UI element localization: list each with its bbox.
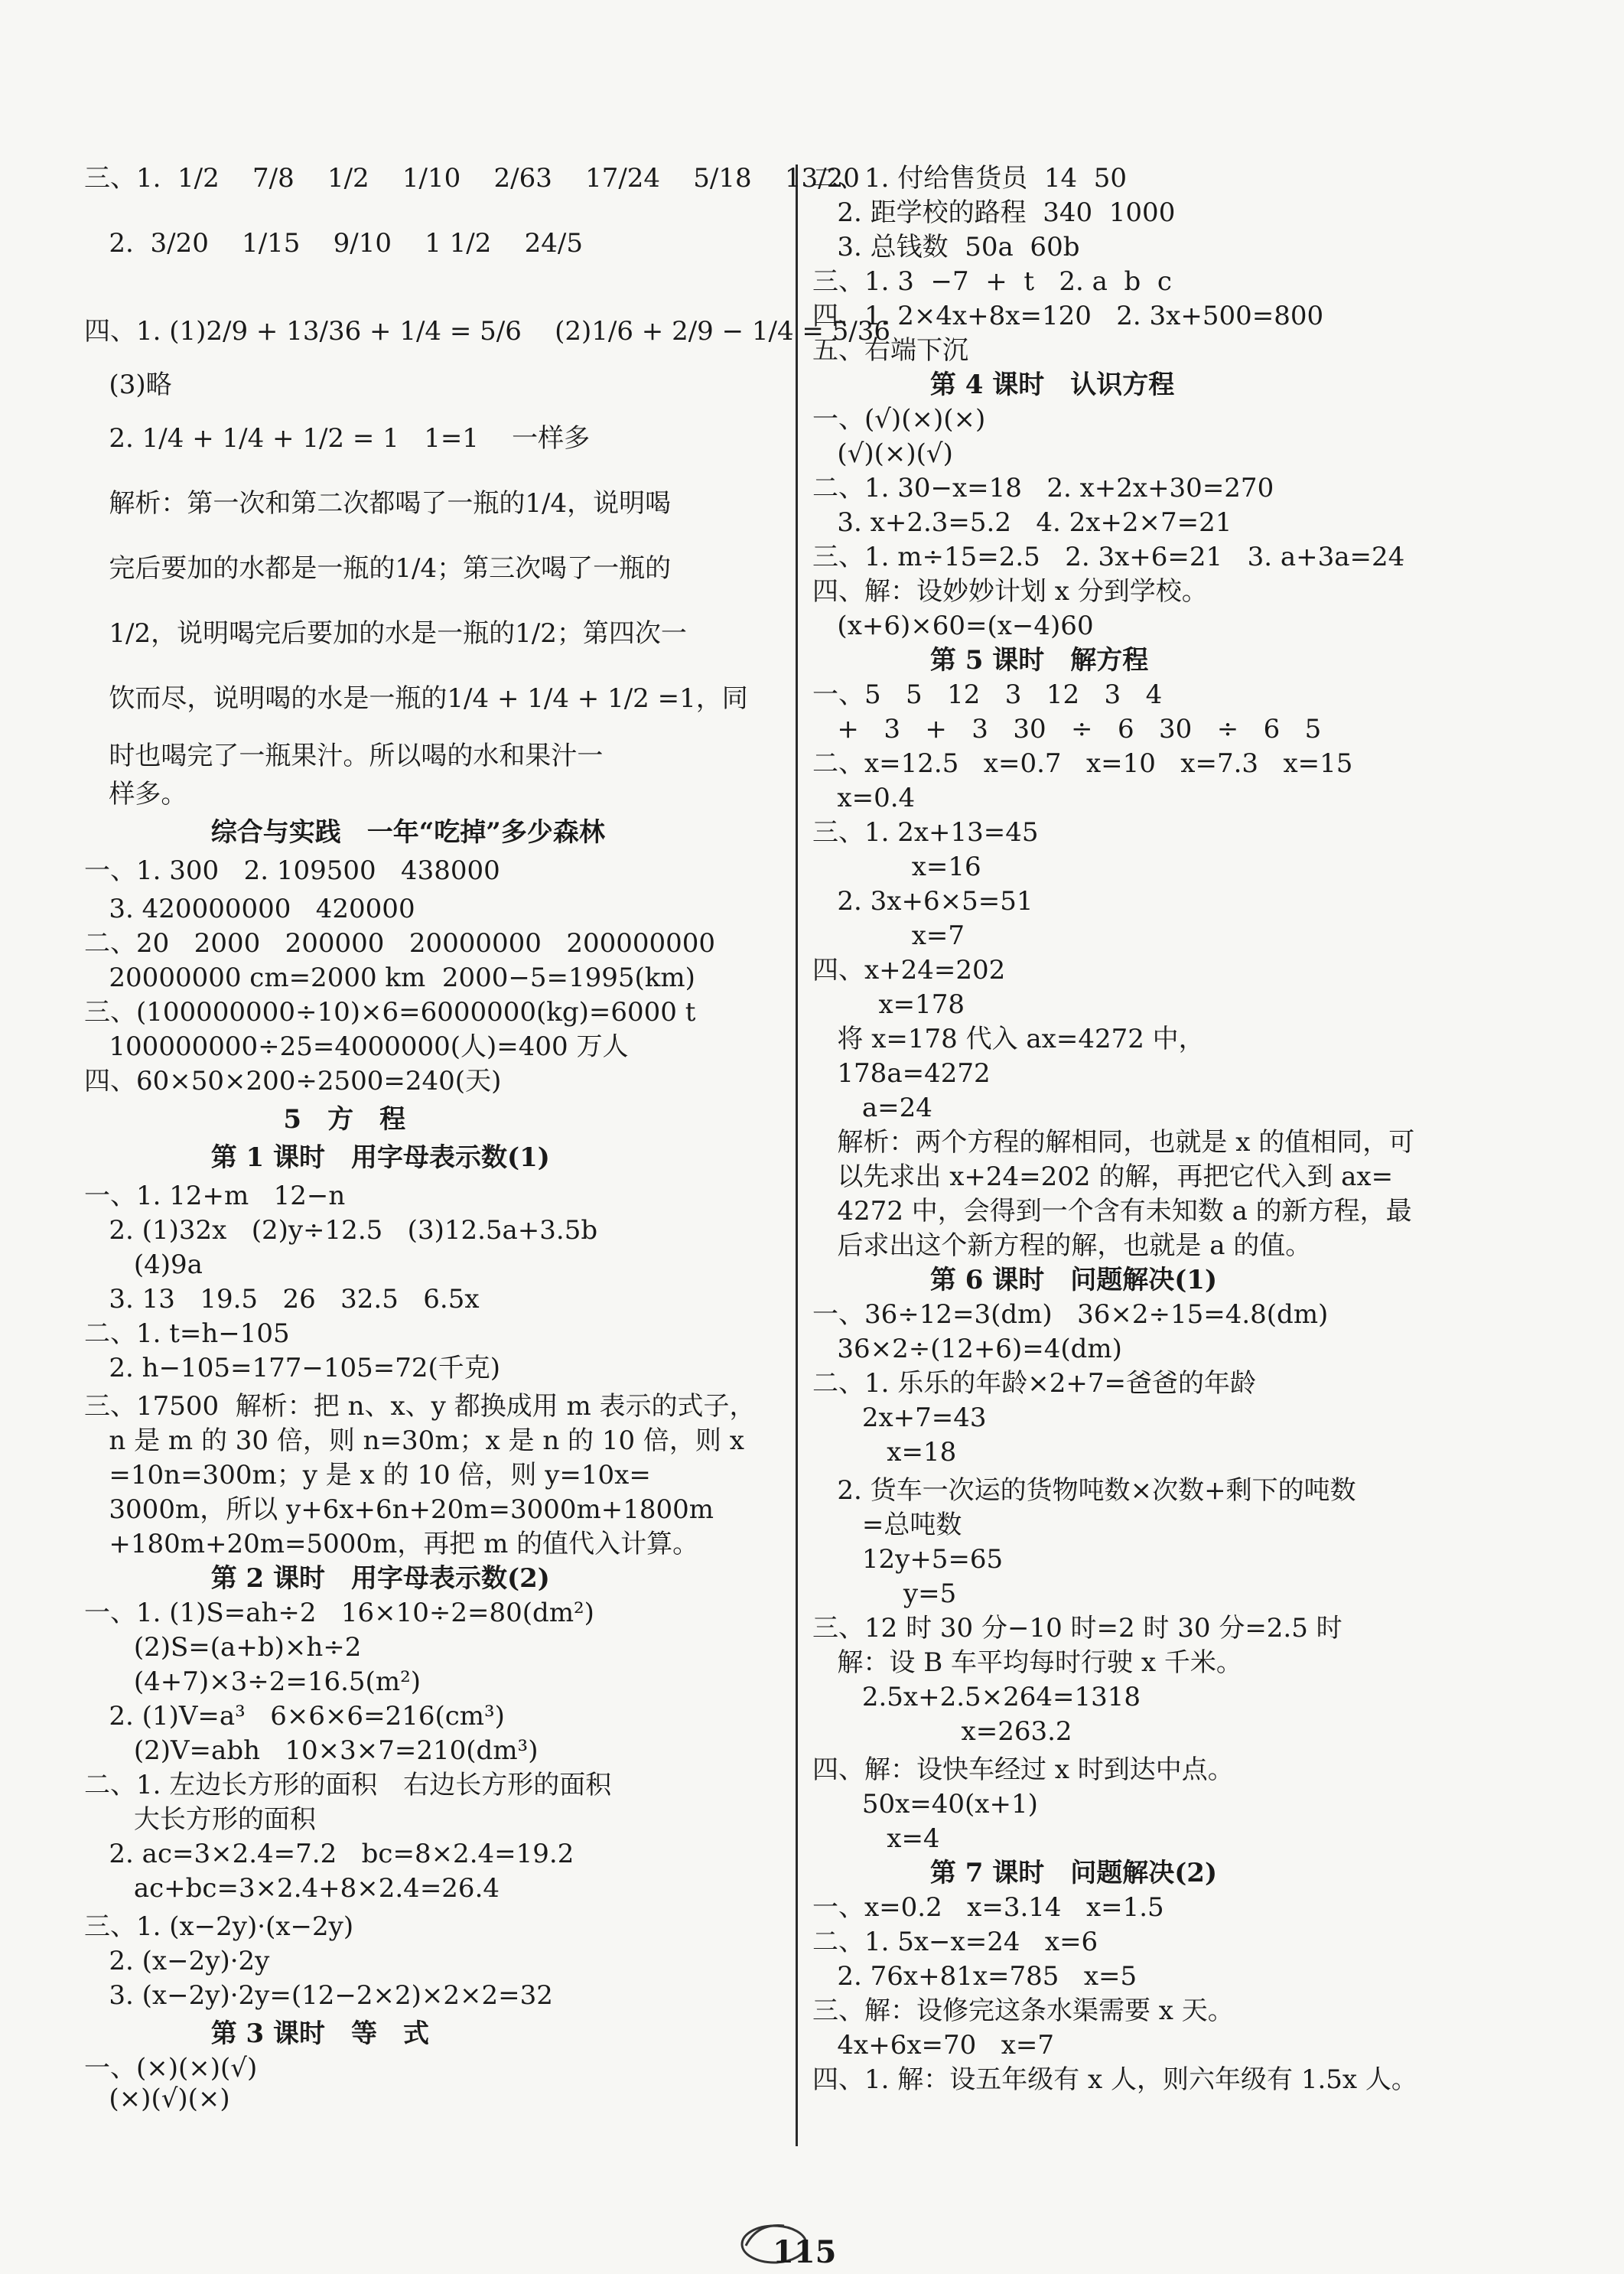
answer-line: 100000000÷25=4000000(人)=400 万人	[84, 1031, 629, 1062]
answer-line: a=24	[812, 1093, 932, 1123]
answer-line: x=178	[812, 989, 965, 1020]
answer-line: 四、1. (1)2/9 + 13/36 + 1/4 = 5/6 (2)1/6 + 2/9 − 1/4 = 5/36	[84, 316, 891, 347]
column-divider	[796, 165, 798, 2146]
answer-line: 36×2÷(12+6)=4(dm)	[812, 1334, 1122, 1364]
answer-line: 178a=4272	[812, 1058, 991, 1089]
answer-line: (4+7)×3÷2=16.5(m²)	[84, 1666, 421, 1697]
answer-line: 二、1. 乐乐的年龄×2+7=爸爸的年龄	[812, 1368, 1256, 1399]
answer-line: 2. h−105=177−105=72(千克)	[84, 1353, 500, 1383]
answer-line: (4)9a	[84, 1249, 203, 1280]
section-heading: 第 7 课时 问题解决(2)	[812, 1858, 1218, 1888]
answer-line: (√)(×)(√)	[812, 438, 953, 469]
section-heading: 综合与实践 一年“吃掉”多少森林	[84, 817, 605, 848]
answer-line: +180m+20m=5000m，再把 m 的值代入计算。	[84, 1529, 699, 1559]
answer-line: 解析：两个方程的解相同，也就是 x 的值相同，可	[812, 1127, 1415, 1158]
answer-line: 后求出这个新方程的解，也就是 a 的值。	[812, 1230, 1312, 1261]
answer-line: x=18	[812, 1437, 957, 1468]
answer-line: x=16	[812, 852, 981, 882]
answer-line: 一、1. 12+m 12−n	[84, 1181, 346, 1211]
answer-line: x=7	[812, 920, 965, 951]
answer-line: 3. (x−2y)·2y=(12−2×2)×2×2=32	[84, 1980, 553, 2011]
answer-line: 2.5x+2.5×264=1318	[812, 1682, 1141, 1712]
answer-line: 一、(×)(×)(√)	[84, 2053, 258, 2083]
answer-line: 解：设 B 车平均每时行驶 x 千米。	[812, 1647, 1242, 1678]
answer-line: 二、1. 5x−x=24 x=6	[812, 1927, 1098, 1957]
answer-line: 四、x+24=202	[812, 955, 1006, 986]
answer-line: 2. 3x+6×5=51	[812, 886, 1033, 917]
answer-line: (×)(√)(×)	[84, 2083, 230, 2114]
answer-line: + 3 + 3 30 ÷ 6 30 ÷ 6 5	[812, 714, 1322, 744]
answer-line: 四、60×50×200÷2500=240(天)	[84, 1066, 502, 1096]
answer-line: 四、解：设快车经过 x 时到达中点。	[812, 1754, 1234, 1785]
answer-line: 二、1. t=h−105	[84, 1318, 290, 1349]
answer-line: 三、1. 3 −7 + t 2. a b c	[812, 266, 1172, 297]
answer-line: 1/2，说明喝完后要加的水是一瓶的1/2；第四次一	[84, 618, 687, 649]
answer-line: 三、(100000000÷10)×6=6000000(kg)=6000 t	[84, 997, 696, 1028]
section-heading: 第 3 课时 等 式	[84, 2018, 430, 2049]
answer-line: (2)S=(a+b)×h÷2	[84, 1632, 362, 1663]
answer-line: =10n=300m；y 是 x 的 10 倍，则 y=10x=	[84, 1460, 651, 1490]
answer-line: 样多。	[84, 779, 187, 810]
answer-line: 2. ac=3×2.4=7.2 bc=8×2.4=19.2	[84, 1839, 574, 1869]
answer-line: 一、36÷12=3(dm) 36×2÷15=4.8(dm)	[812, 1299, 1329, 1330]
answer-line: 解析：第一次和第二次都喝了一瓶的1/4，说明喝	[84, 488, 672, 519]
section-heading: 第 5 课时 解方程	[812, 645, 1149, 676]
answer-line: x=4	[812, 1823, 940, 1854]
section-heading: 5 方 程	[84, 1104, 406, 1135]
answer-line: 一、1. 300 2. 109500 438000	[84, 855, 500, 886]
answer-line: 2. 距学校的路程 340 1000	[812, 197, 1176, 228]
answer-line: 将 x=178 代入 ax=4272 中，	[812, 1024, 1205, 1054]
answer-line: 四、解：设妙妙计划 x 分到学校。	[812, 576, 1208, 607]
answer-line: 饮而尽，说明喝的水是一瓶的1/4 + 1/4 + 1/2 =1，同	[84, 683, 748, 714]
answer-line: 四、1. 2×4x+8x=120 2. 3x+500=800	[812, 301, 1324, 331]
answer-line: 4272 中，会得到一个含有未知数 a 的新方程，最	[812, 1196, 1412, 1227]
answer-line: 时也喝完了一瓶果汁。所以喝的水和果汁一	[84, 741, 604, 771]
answer-line: 3. 13 19.5 26 32.5 6.5x	[84, 1284, 480, 1315]
answer-line: 三、1. 1/2 7/8 1/2 1/10 2/63 17/24 5/18 13/20	[84, 163, 860, 194]
answer-line: (x+6)×60=(x−4)60	[812, 611, 1094, 641]
section-heading: 第 1 课时 用字母表示数(1)	[84, 1142, 550, 1173]
answer-line: 完后要加的水都是一瓶的1/4；第三次喝了一瓶的	[84, 553, 672, 584]
answer-line: 三、17500 解析：把 n、x、y 都换成用 m 表示的式子，	[84, 1391, 756, 1422]
answer-line: n 是 m 的 30 倍，则 n=30m；x 是 n 的 10 倍，则 x	[84, 1425, 744, 1456]
answer-line: (3)略	[84, 370, 172, 400]
answer-line: y=5	[812, 1578, 957, 1609]
answer-line: 3. 420000000 420000	[84, 894, 415, 924]
answer-line: (2)V=abh 10×3×7=210(dm³)	[84, 1735, 539, 1766]
answer-line: =总吨数	[812, 1510, 962, 1540]
answer-line: 三、解：设修完这条水渠需要 x 天。	[812, 1995, 1234, 2026]
answer-line: 2. (1)V=a³ 6×6×6=216(cm³)	[84, 1701, 505, 1732]
answer-line: 一、(√)(×)(×)	[812, 404, 986, 435]
answer-line: ac+bc=3×2.4+8×2.4=26.4	[84, 1873, 500, 1904]
answer-line: x=263.2	[812, 1716, 1072, 1747]
answer-line: 3000m，所以 y+6x+6n+20m=3000m+1800m	[84, 1494, 714, 1525]
answer-line: 2x+7=43	[812, 1403, 987, 1433]
answer-line: 2. 3/20 1/15 9/10 1 1/2 24/5	[84, 228, 583, 259]
answer-line: 二、x=12.5 x=0.7 x=10 x=7.3 x=15	[812, 748, 1353, 779]
page-number: 115	[773, 2234, 837, 2270]
answer-line: 二、1. 左边长方形的面积 右边长方形的面积	[84, 1770, 612, 1800]
answer-line: 二、20 2000 200000 20000000 200000000	[84, 928, 716, 959]
answer-line: 12y+5=65	[812, 1544, 1004, 1575]
answer-line: 2. (1)32x (2)y÷12.5 (3)12.5a+3.5b	[84, 1215, 598, 1246]
answer-line: 2. 货车一次运的货物吨数×次数+剩下的吨数	[812, 1475, 1356, 1506]
section-heading: 第 4 课时 认识方程	[812, 370, 1175, 400]
answer-line: 2. (x−2y)·2y	[84, 1946, 270, 1976]
answer-line: 3. x+2.3=5.2 4. 2x+2×7=21	[812, 507, 1232, 538]
answer-line: 三、1. (x−2y)·(x−2y)	[84, 1911, 354, 1942]
answer-line: 四、1. 解：设五年级有 x 人，则六年级有 1.5x 人。	[812, 2064, 1417, 2095]
answer-line: 三、12 时 30 分−10 时=2 时 30 分=2.5 时	[812, 1613, 1342, 1644]
answer-line: 50x=40(x+1)	[812, 1789, 1038, 1820]
answer-line: 三、1. 2x+13=45	[812, 817, 1039, 848]
section-heading: 第 6 课时 问题解决(1)	[812, 1265, 1218, 1295]
answer-line: 一、x=0.2 x=3.14 x=1.5	[812, 1892, 1164, 1923]
answer-line: 4x+6x=70 x=7	[812, 2030, 1054, 2061]
answer-line: 大长方形的面积	[84, 1804, 316, 1835]
answer-line: 二、1. 30−x=18 2. x+2x+30=270	[812, 473, 1274, 503]
answer-line: x=0.4	[812, 783, 916, 813]
answer-line: 2. 1/4 + 1/4 + 1/2 = 1 1=1 一样多	[84, 423, 591, 454]
answer-line: 2. 76x+81x=785 x=5	[812, 1961, 1137, 1992]
section-heading: 第 2 课时 用字母表示数(2)	[84, 1563, 550, 1594]
answer-line: 五、右端下沉	[812, 335, 968, 366]
answer-line: 20000000 cm=2000 km 2000−5=1995(km)	[84, 963, 695, 993]
answer-line: 一、1. (1)S=ah÷2 16×10÷2=80(dm²)	[84, 1598, 594, 1628]
answer-line: 以先求出 x+24=202 的解，再把它代入到 ax=	[812, 1161, 1394, 1192]
answer-line: 一、5 5 12 3 12 3 4	[812, 679, 1163, 710]
answer-line: 二、1. 付给售货员 14 50	[812, 163, 1128, 194]
answer-line: 3. 总钱数 50a 60b	[812, 232, 1080, 262]
answer-line: 三、1. m÷15=2.5 2. 3x+6=21 3. a+3a=24	[812, 542, 1405, 572]
